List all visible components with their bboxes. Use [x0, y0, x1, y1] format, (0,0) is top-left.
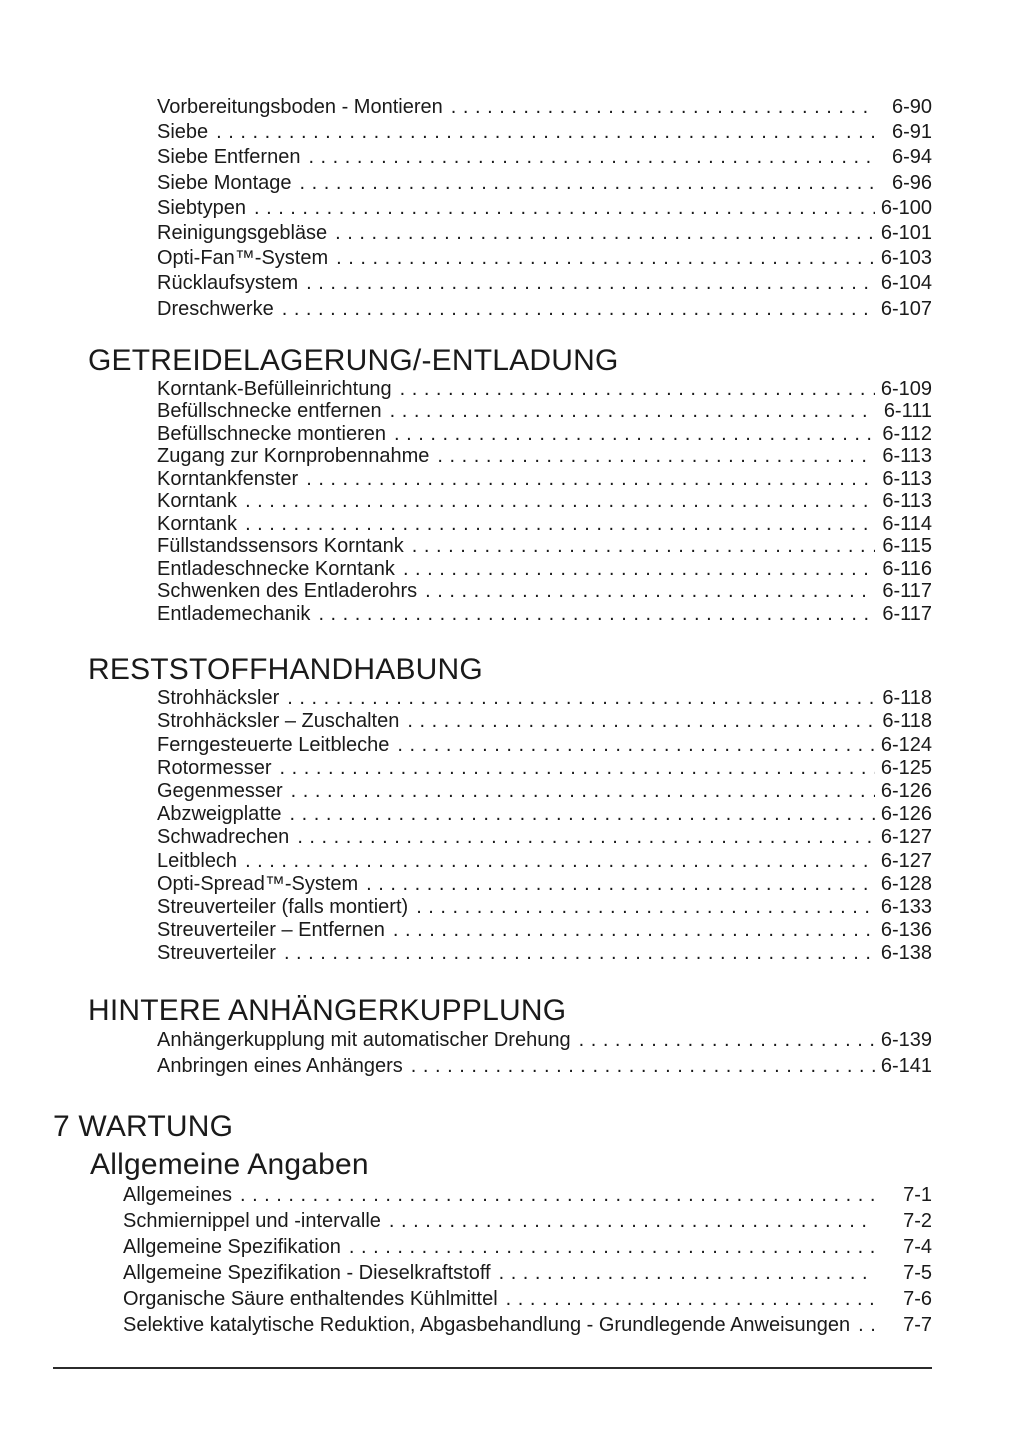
toc-entry-title: Streuverteiler (falls montiert): [157, 895, 409, 918]
dot-leader: [403, 558, 875, 581]
toc-entry-page: 6-103: [880, 247, 932, 270]
toc-entry: [157, 246, 932, 271]
toc-entry: [157, 423, 932, 446]
section-heading: HINTERE ANHÄNGERKUPPLUNG: [88, 994, 567, 1028]
toc-entry-list: [157, 95, 932, 322]
dot-leader: [306, 468, 875, 491]
toc-entry-page: 7-6: [903, 1288, 932, 1311]
toc-entry-list: [157, 1028, 932, 1079]
toc-entry-title: Befüllschnecke entfernen: [157, 400, 382, 423]
dot-leader: [297, 826, 875, 849]
toc-entry: [157, 942, 932, 965]
toc-entry-page: 6-112: [882, 422, 932, 445]
toc-entry-page: 6-118: [882, 687, 932, 710]
dot-leader: [416, 896, 875, 919]
toc-entry-page: 6-113: [882, 490, 932, 513]
toc-entry: [157, 580, 932, 603]
toc-entry-title: Dreschwerke: [157, 297, 274, 320]
dot-leader: [579, 1028, 875, 1054]
toc-entry: [157, 803, 932, 826]
toc-entry-title: Strohhäcksler – Zuschalten: [157, 710, 400, 733]
dot-leader: [858, 1312, 875, 1338]
toc-entry-title: Reinigungsgebläse: [157, 221, 328, 244]
dot-leader: [254, 196, 875, 221]
toc-entry-title: Strohhäcksler: [157, 687, 280, 710]
dot-leader: [412, 535, 875, 558]
toc-entry-title: Befüllschnecke montieren: [157, 422, 387, 445]
toc-entry: [157, 603, 932, 626]
toc-entry-page: 6-141: [880, 1054, 932, 1077]
toc-entry-title: Siebe Montage: [157, 171, 292, 194]
toc-entry: [123, 1312, 932, 1338]
toc-entry-page: 6-109: [880, 377, 932, 400]
toc-entry-title: Siebe Entfernen: [157, 146, 301, 169]
toc-entry-page: 6-139: [880, 1029, 932, 1052]
dot-leader: [284, 942, 875, 965]
toc-entry-title: Abzweigplatte: [157, 803, 282, 826]
toc-entry: [157, 734, 932, 757]
toc-entry: [157, 710, 932, 733]
toc-entry-title: Zugang zur Kornprobennahme: [157, 445, 430, 468]
dot-leader: [411, 1054, 875, 1080]
toc-entry-page: 7-7: [903, 1314, 932, 1337]
toc-entry-page: 6-101: [880, 221, 932, 244]
toc-entry: [157, 120, 932, 145]
chapter-heading: 7 WARTUNG: [53, 1110, 234, 1144]
toc-entry: [123, 1260, 932, 1286]
toc-entry-title: Vorbereitungsboden - Montieren: [157, 96, 443, 118]
toc-entry: [157, 687, 932, 710]
toc-entry: [157, 297, 932, 322]
toc-entry: [123, 1234, 932, 1260]
toc-entry-title: Schmiernippel und -intervalle: [123, 1210, 381, 1233]
toc-entry-page: 7-1: [903, 1184, 932, 1207]
toc-entry: [123, 1182, 932, 1208]
toc-entry-page: 6-116: [882, 557, 932, 580]
dot-leader: [279, 757, 875, 780]
dot-leader: [349, 1234, 875, 1260]
dot-leader: [451, 95, 875, 120]
dot-leader: [366, 873, 875, 896]
toc-entry-page: 6-104: [880, 272, 932, 295]
toc-entry-page: 6-136: [880, 919, 932, 942]
dot-leader: [499, 1260, 875, 1286]
toc-entry-page: 6-127: [880, 826, 932, 849]
toc-entry-page: 6-90: [891, 96, 932, 118]
dot-leader: [397, 734, 875, 757]
toc-entry-page: 6-113: [882, 467, 932, 490]
toc-entry-title: Siebtypen: [157, 196, 246, 219]
toc-entry: [157, 145, 932, 170]
toc-entry-title: Korntank-Befülleinrichtung: [157, 377, 392, 400]
dot-leader: [506, 1286, 875, 1312]
toc-entry-title: Streuverteiler – Entfernen: [157, 919, 385, 942]
dot-leader: [336, 246, 875, 271]
toc-entry-page: 7-5: [903, 1262, 932, 1285]
toc-entry-title: Rotormesser: [157, 756, 272, 779]
dot-leader: [437, 445, 875, 468]
toc-entry-page: 6-128: [880, 872, 932, 895]
toc-entry: [157, 1054, 932, 1080]
toc-entry-title: Anbringen eines Anhängers: [157, 1054, 403, 1077]
toc-entry-page: 7-2: [903, 1210, 932, 1233]
toc-entry-title: Selektive katalytische Reduktion, Abgasbehandlung - Grundlegende Anweisungen: [123, 1314, 851, 1337]
toc-entry-page: 6-138: [880, 942, 932, 965]
dot-leader: [425, 580, 875, 603]
toc-entry-title: Entladeschnecke Korntank: [157, 557, 395, 580]
section-heading: GETREIDELAGERUNG/-ENTLADUNG: [88, 343, 619, 377]
toc-entry-title: Opti-Fan™-System: [157, 247, 329, 270]
toc-entry: [157, 95, 932, 120]
toc-entry-title: Gegenmesser: [157, 779, 283, 802]
toc-entry-page: 6-127: [880, 849, 932, 872]
toc-entry: [157, 1028, 932, 1054]
toc-entry-title: Rücklaufsystem: [157, 272, 299, 295]
dot-leader: [390, 400, 875, 423]
toc-entry-title: Entlademechanik: [157, 602, 311, 625]
toc-entry: [157, 850, 932, 873]
toc-entry-page: 6-111: [883, 400, 932, 423]
toc-entry-title: Korntankfenster: [157, 467, 299, 490]
dot-leader: [245, 490, 875, 513]
toc-entry-page: 6-125: [880, 756, 932, 779]
table-of-contents: [0, 95, 1024, 1338]
toc-entry: [157, 919, 932, 942]
toc-entry-page: 7-4: [903, 1236, 932, 1259]
toc-entry: [157, 271, 932, 296]
toc-entry: [157, 896, 932, 919]
dot-leader: [393, 919, 875, 942]
toc-entry-page: 6-94: [891, 146, 932, 169]
toc-entry: [157, 535, 932, 558]
dot-leader: [394, 423, 875, 446]
toc-entry-title: Füllstandssensors Korntank: [157, 535, 404, 558]
toc-entry-page: 6-118: [882, 710, 932, 733]
toc-entry-page: 6-115: [882, 535, 932, 558]
toc-entry-title: Siebe: [157, 121, 209, 144]
toc-entry-title: Anhängerkupplung mit automatischer Drehung: [157, 1029, 571, 1052]
toc-entry: [157, 780, 932, 803]
toc-entry-title: Streuverteiler: [157, 942, 276, 965]
dot-leader: [308, 145, 875, 170]
toc-entry: [123, 1208, 932, 1234]
toc-entry: [157, 513, 932, 536]
toc-entry-page: 6-117: [882, 580, 932, 603]
toc-entry-page: 6-126: [880, 779, 932, 802]
dot-leader: [407, 710, 875, 733]
toc-entry-title: Schwadrechen: [157, 826, 290, 849]
subsection-heading: Allgemeine Angaben: [90, 1148, 369, 1182]
dot-leader: [306, 271, 875, 296]
toc-entry-page: 6-107: [880, 297, 932, 320]
toc-entry: [157, 221, 932, 246]
toc-entry-page: 6-113: [882, 445, 932, 468]
toc-entry-page: 6-124: [880, 733, 932, 756]
toc-entry-title: Allgemeine Spezifikation: [123, 1236, 341, 1259]
toc-entry-title: Schwenken des Entladerohrs: [157, 580, 418, 603]
toc-entry: [157, 400, 932, 423]
toc-entry: [157, 490, 932, 513]
dot-leader: [282, 297, 875, 322]
toc-entry-page: 6-133: [880, 895, 932, 918]
toc-entry: [123, 1286, 932, 1312]
toc-entry-title: Allgemeine Spezifikation - Dieselkraftstoff: [123, 1262, 491, 1285]
toc-entry: [157, 558, 932, 581]
toc-entry-title: Korntank: [157, 490, 238, 513]
toc-entry-title: Allgemeines: [123, 1184, 232, 1207]
toc-entry-title: Leitblech: [157, 849, 238, 872]
dot-leader: [318, 603, 875, 626]
toc-entry-title: Opti-Spread™-System: [157, 872, 359, 895]
toc-entry-page: 6-114: [882, 512, 932, 535]
toc-entry: [157, 873, 932, 896]
toc-entry-list: [157, 687, 932, 965]
toc-entry: [157, 196, 932, 221]
toc-entry-page: 6-91: [891, 121, 932, 144]
toc-entry: [157, 171, 932, 196]
dot-leader: [300, 171, 875, 196]
footer-rule: [53, 1367, 932, 1369]
toc-entry-page: 6-96: [891, 171, 932, 194]
toc-entry-page: 6-117: [882, 602, 932, 625]
dot-leader: [240, 1182, 875, 1208]
dot-leader: [389, 1208, 875, 1234]
toc-entry-title: Ferngesteuerte Leitbleche: [157, 733, 390, 756]
toc-entry-title: Organische Säure enthaltendes Kühlmittel: [123, 1288, 498, 1311]
dot-leader: [400, 378, 875, 401]
toc-entry-list: [157, 378, 932, 626]
dot-leader: [287, 687, 875, 710]
toc-entry: [157, 378, 932, 401]
dot-leader: [245, 850, 875, 873]
dot-leader: [216, 120, 875, 145]
toc-entry-page: 6-126: [880, 803, 932, 826]
section-heading: RESTSTOFFHANDHABUNG: [88, 653, 483, 687]
toc-entry-page: 6-100: [880, 196, 932, 219]
toc-entry-title: Korntank: [157, 512, 238, 535]
toc-entry-list: [123, 1182, 932, 1338]
dot-leader: [290, 803, 875, 826]
dot-leader: [291, 780, 875, 803]
toc-entry: [157, 757, 932, 780]
toc-entry: [157, 445, 932, 468]
toc-entry: [157, 826, 932, 849]
dot-leader: [245, 513, 875, 536]
toc-entry: [157, 468, 932, 491]
dot-leader: [335, 221, 875, 246]
